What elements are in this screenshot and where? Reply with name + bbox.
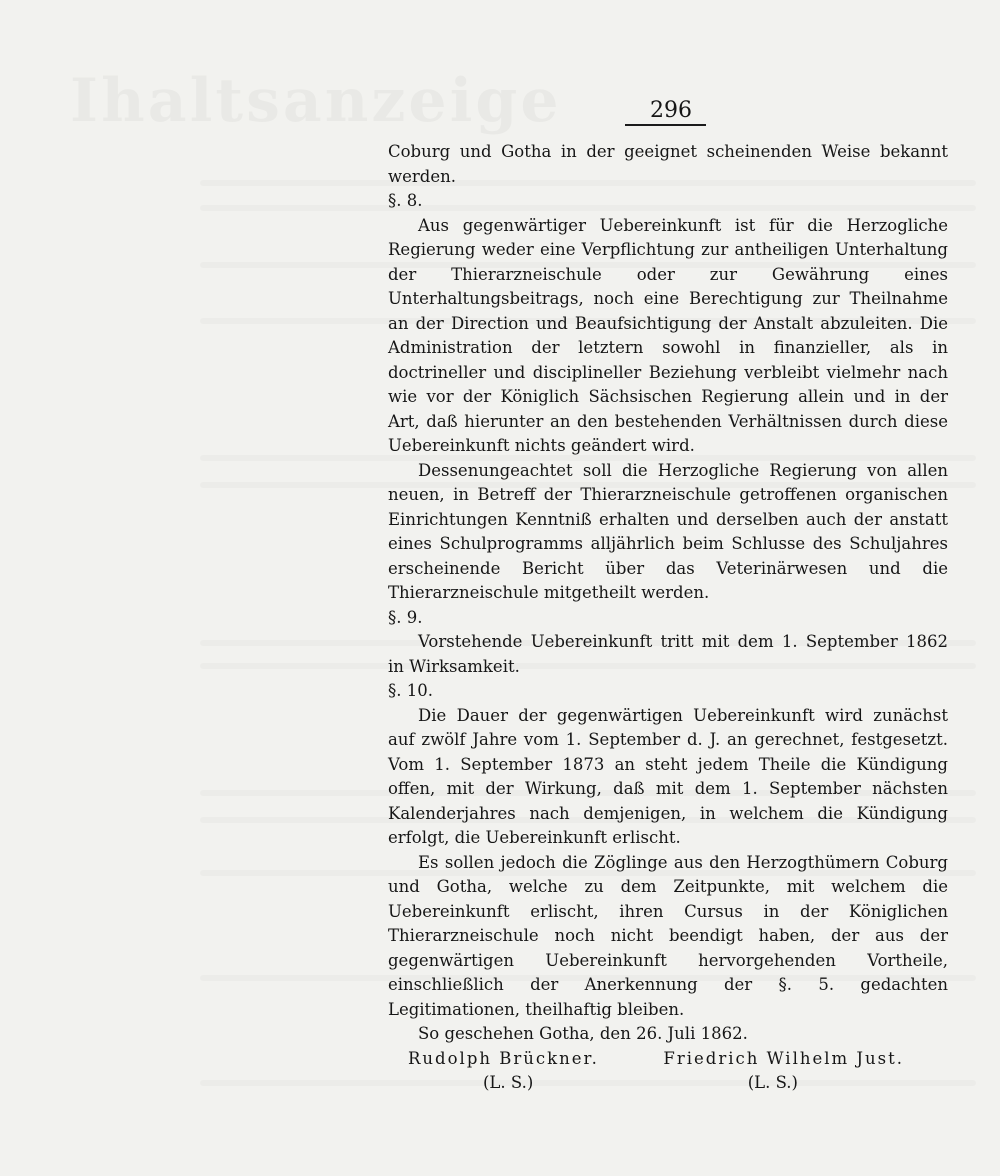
signature-line [388, 1047, 948, 1072]
header-rule [625, 124, 706, 126]
signatory-2: Friedrich Wilhelm Just. [663, 1048, 904, 1068]
paragraph-section-8-cont: Dessenungeachtet soll die Herzogliche Regierung von allen neuen, in Betreff der Thierarzneischule getroffenen organischen Einrichtungen Kenntniß erhalten und derselben auch der anstatt eines Schulprogramms alljährlich beim Schlusse des Schuljahres erscheinende Bericht über das Veterinärwesen und die Thierarzneischule mitgetheilt werden. [388, 460, 948, 602]
page-number: 296 [650, 98, 692, 123]
section-heading-8: §. 8. [388, 191, 423, 210]
seal-line [388, 1071, 948, 1096]
paragraph-section-10-cont: Es sollen jedoch die Zöglinge aus den Herzogthümern Coburg und Gotha, welche zu dem Zeitpunkte, mit welchem die Uebereinkunft erlischt, ihren Cursus in der Königlichen Thierarzneischule noch nicht beendigt haben, der aus der gegenwärtigen Uebereinkunft hervorgehenden Vortheile, einschließlich der Anerkennung der §. 5. gedachten Legitimationen, theilhaftig bleiben. [388, 852, 948, 1019]
paragraph-section-10: Die Dauer der gegenwärtigen Uebereinkunft wird zunächst auf zwölf Jahre vom 1. September d. J. an gerechnet, festgesetzt. Vom 1. September 1873 an steht jedem Theile die Kündigung offen, mit der Wirkung, daß mit dem 1. September nächsten Kalenderjahres nach demjenigen, in welchem die Kündigung erfolgt, die Uebereinkunft erlischt. [388, 705, 948, 847]
section-heading-10: §. 10. [388, 681, 433, 700]
signatory-1: Rudolph Brückner. [408, 1048, 599, 1068]
seal-1: (L. S.) [483, 1073, 534, 1092]
paragraph-continuation: Coburg und Gotha in der geeignet scheinenden Weise bekannt werden. [388, 142, 948, 186]
paragraph-section-9: Vorstehende Uebereinkunft tritt mit dem 1. September 1862 in Wirksamkeit. [388, 632, 948, 676]
seal-2: (L. S.) [747, 1073, 798, 1092]
paragraph-section-8: Aus gegenwärtiger Uebereinkunft ist für die Herzogliche Regierung weder eine Verpflichtung zur antheiligen Unterhaltung der Thierarzneischule oder zur Gewährung eines Unterhaltungsbeitrags, noch eine Berechtigung zur Theilnahme an der Direction und Beaufsichtigung der Anstalt abzuleiten. Die Administration der letztern sowohl in finanzieller, als in doctrineller und disciplineller Beziehung verbleibt vielmehr nach wie vor der Königlich Sächsischen Regierung allein und in der Art, daß hierunter an den bestehenden Verhältnissen durch diese Uebereinkunft nichts geändert wird. [388, 215, 948, 455]
document-body [388, 140, 948, 1096]
section-heading-9: §. 9. [388, 607, 423, 627]
show-through-heading [70, 66, 562, 136]
closing-line: So geschehen Gotha, den 26. Juli 1862. [418, 1024, 748, 1043]
